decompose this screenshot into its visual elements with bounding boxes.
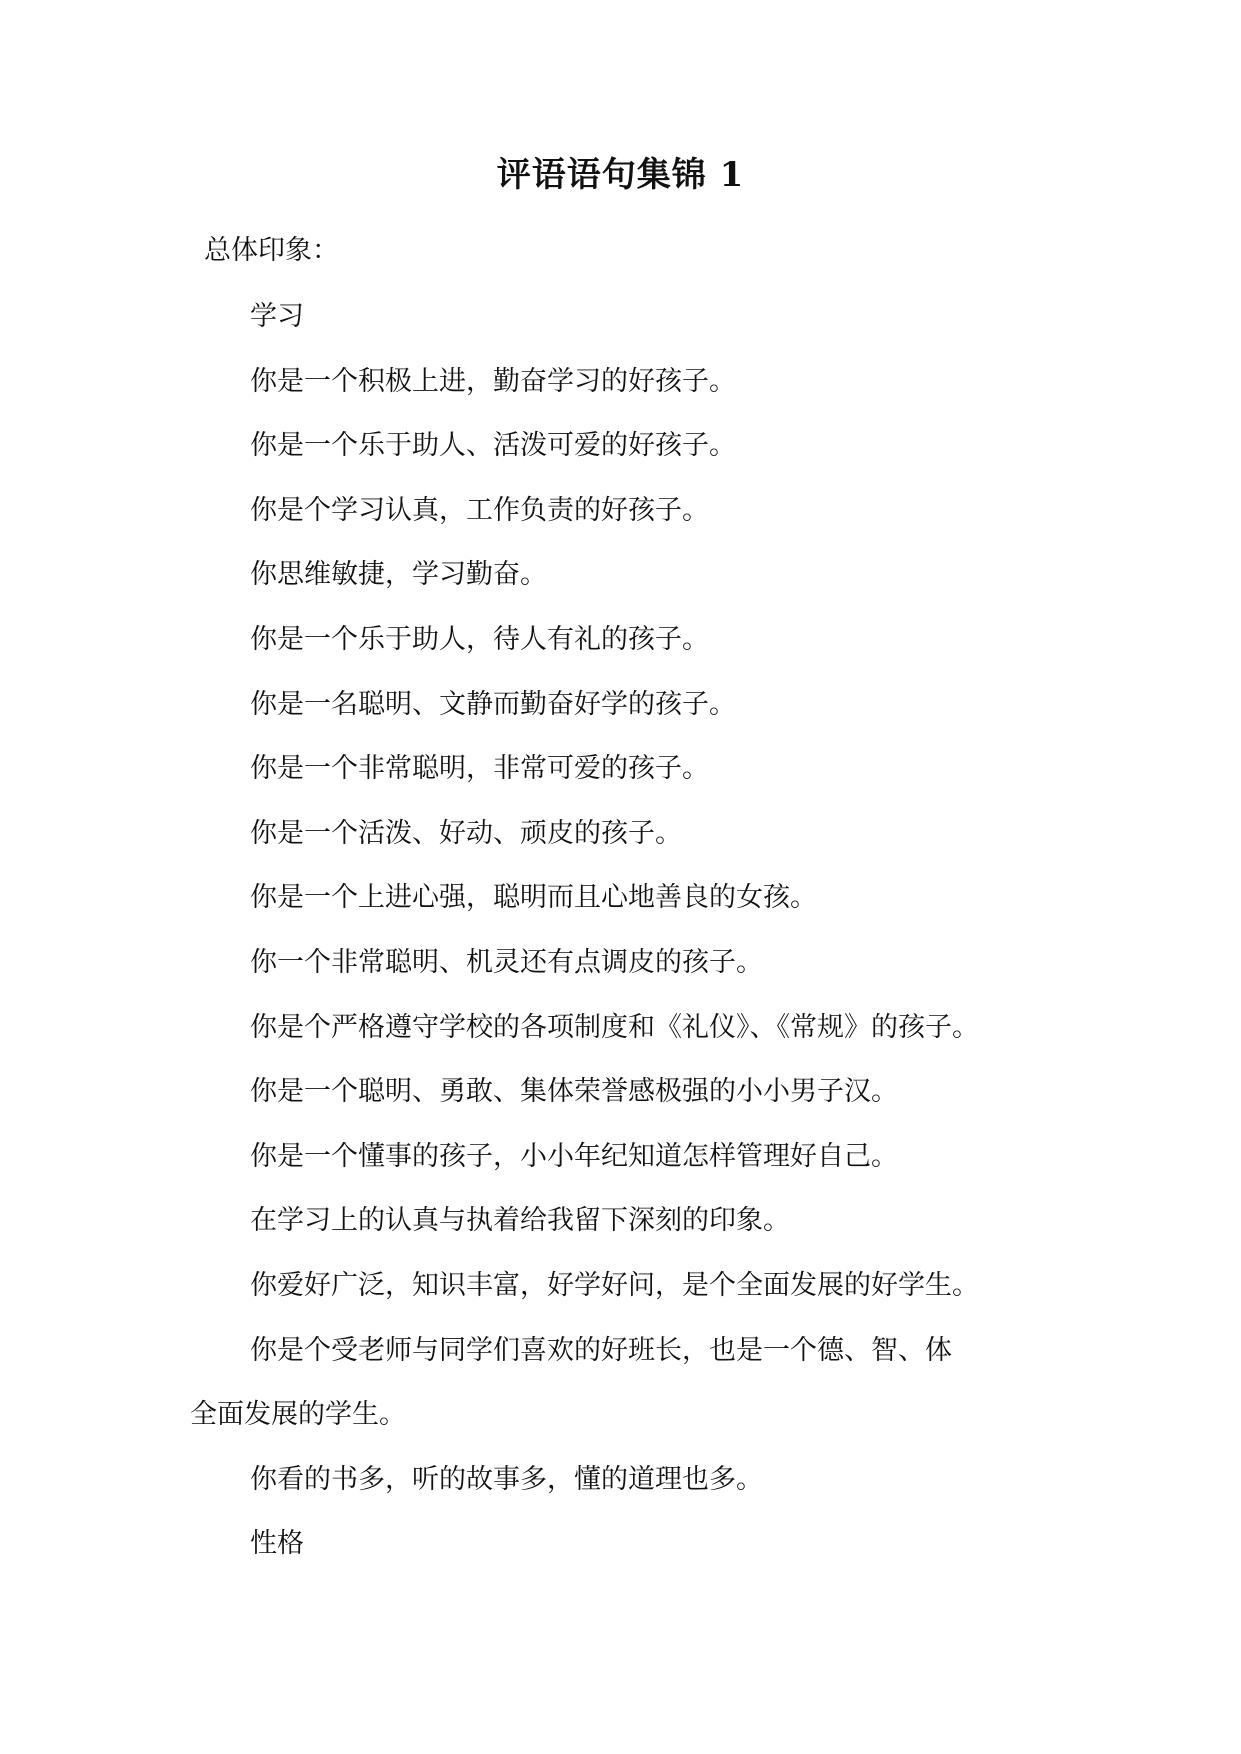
comment-line: 你是个受老师与同学们喜欢的好班长，也是一个德、智、体	[250, 1334, 952, 1366]
comment-line: 你思维敏捷，学习勤奋。	[250, 559, 547, 591]
comment-line: 你是个学习认真，工作负责的好孩子。	[250, 494, 709, 526]
section-label-overall-impression: 总体印象：	[204, 235, 339, 266]
document-title: 评语语句集锦 1	[496, 155, 745, 195]
comment-line: 在学习上的认真与执着给我留下深刻的印象。	[250, 1205, 790, 1237]
comment-line: 你是一名聪明、文静而勤奋好学的孩子。	[250, 688, 736, 720]
comment-line-continuation: 全面发展的学生。	[190, 1399, 406, 1431]
comment-line: 你看的书多，听的故事多，懂的道理也多。	[250, 1463, 763, 1495]
comment-line: 你爱好广泛，知识丰富，好学好问，是个全面发展的好学生。	[250, 1269, 979, 1301]
comment-line: 你是一个乐于助人，待人有礼的孩子。	[250, 623, 709, 655]
comment-line: 你是一个上进心强，聪明而且心地善良的女孩。	[250, 882, 817, 914]
comment-line: 你是一个活泼、好动、顽皮的孩子。	[250, 817, 682, 849]
section-heading-study: 学习	[250, 301, 304, 332]
comment-line: 你是一个懂事的孩子，小小年纪知道怎样管理好自己。	[250, 1140, 898, 1172]
comment-line: 你是个严格遵守学校的各项制度和《礼仪》、《常规》的孩子。	[250, 1011, 979, 1043]
comment-line: 你是一个乐于助人、活泼可爱的好孩子。	[250, 430, 736, 462]
comment-line: 你是一个聪明、勇敢、集体荣誉感极强的小小男子汉。	[250, 1076, 898, 1108]
comment-line: 你是一个积极上进，勤奋学习的好孩子。	[250, 365, 736, 397]
section-heading-personality: 性格	[250, 1528, 304, 1560]
comment-line: 你一个非常聪明、机灵还有点调皮的孩子。	[250, 946, 763, 978]
document-body	[190, 297, 1050, 1589]
comment-line: 你是一个非常聪明，非常可爱的孩子。	[250, 753, 709, 785]
